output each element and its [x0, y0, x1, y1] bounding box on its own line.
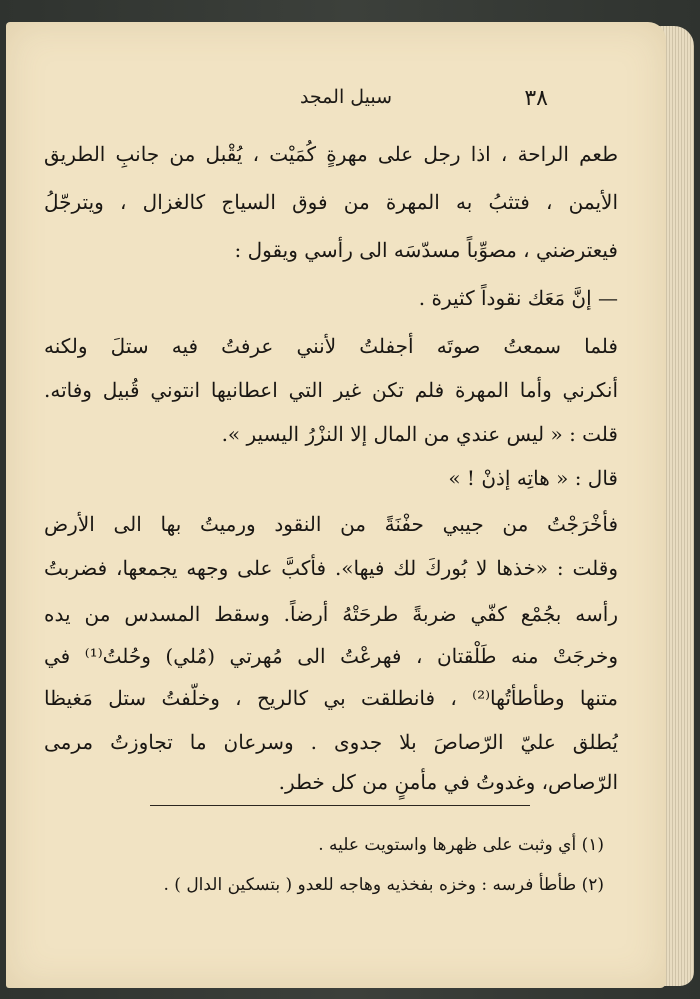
footnote: (١) أي وثبت على ظهرها واستويت عليه .: [318, 835, 604, 855]
body-line: فلما سمعتُ صوتَه أجفلتُ لأنني عرفتُ فيه ستلَ ولكنه: [44, 334, 618, 358]
body-line: متنها وطأطأتُها⁽²⁾ ، فانطلقت بي كالريح ، وخلّفتُ ستل مَغيظا: [44, 686, 618, 710]
body-line: — إنَّ مَعَك نقوداً كثيرة .: [418, 286, 618, 310]
body-line: الأيمن ، فتثبُ به المهرة من فوق السياج كالغزال ، ويترجّلُ: [44, 190, 618, 214]
body-line: يُطلق عليّ الرّصاصَ بلا جدوى . وسرعان ما تجاوزتُ مرمى: [44, 730, 618, 754]
body-line: فيعترضني ، مصوِّباً مسدّسَه الى رأسي ويقول :: [234, 238, 618, 262]
body-line: فأخْرَجْتُ من جيبي حفْنَةً من النقود ورميتُ بها الى الأرض: [44, 512, 618, 536]
book-page: [6, 22, 666, 988]
body-line: قال : « هاتِه إذنْ ! »: [448, 466, 618, 490]
footnote-divider: [150, 805, 530, 806]
chapter-title: سبيل المجد: [299, 86, 393, 108]
footnote: (٢) طأطأ فرسه : وخزه بفخذيه وهاجه للعدو ( بتسكين الدال ) .: [163, 875, 604, 895]
body-line: طعم الراحة ، اذا رجل على مهرةٍ كُمَيْت ، يُقْبل من جانبِ الطريق: [44, 142, 618, 166]
body-line: وخرجَتْ منه طَلْقتان ، فهرعْتُ الى مُهرتي (مُلي) وحُلتُ⁽¹⁾ في: [44, 644, 618, 668]
body-line: أنكرني وأما المهرة فلم تكن غير التي اعطانيها انتوني قُبيل وفاته.: [44, 378, 618, 402]
body-line: قلت : « ليس عندي من المال إلا النزْرُ اليسير ».: [221, 422, 618, 446]
running-head: [6, 86, 666, 116]
body-line: الرّصاص، وغدوتُ في مأمنٍ من كل خطر.: [278, 770, 618, 794]
body-line: رأسه بجُمْع كفّي ضربةً طرحَتْهُ أرضاً. وسقط المسدس من يده: [44, 602, 618, 626]
page-number: ٣٨: [524, 86, 548, 111]
body-line: وقلت : «خذها لا بُوركَ لك فيها». فأكبَّ على وجهه يجمعها، فضربتُ: [44, 556, 618, 580]
